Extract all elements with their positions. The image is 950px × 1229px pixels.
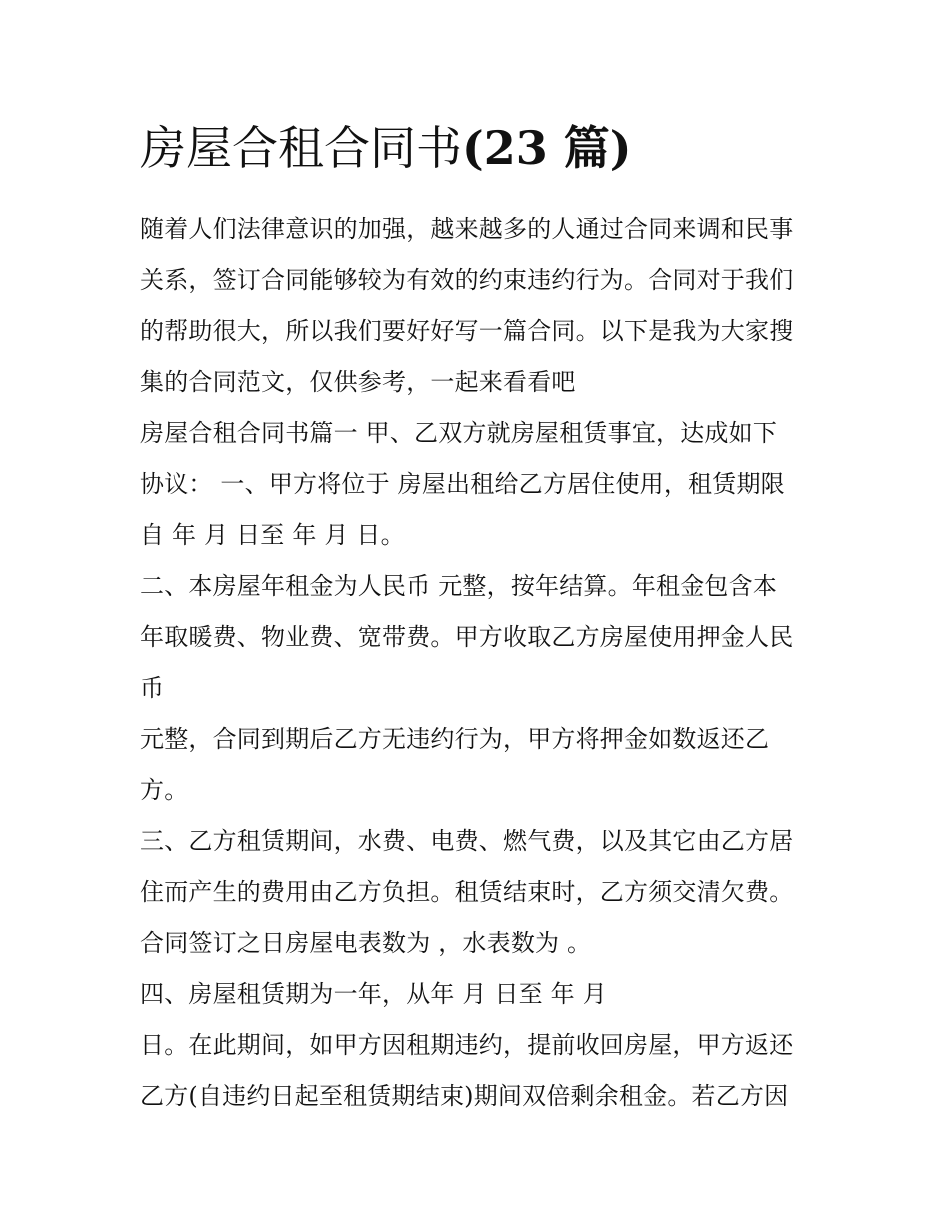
body-line: 关系，签订合同能够较为有效的约束违约行为。合同对于我们	[140, 266, 794, 294]
body-line: 自 年 月 日至 年 月 日。	[140, 521, 405, 549]
document-page	[140, 112, 830, 1122]
body-line: 随着人们法律意识的加强，越来越多的人通过合同来调和民事	[140, 215, 794, 243]
body-line: 协议： 一、甲方将位于 房屋出租给乙方居住使用，租赁期限	[140, 470, 785, 498]
body-line: 合同签订之日房屋电表数为 ，水表数为 。	[140, 929, 592, 957]
body-line: 元整，合同到期后乙方无违约行为，甲方将押金如数返还乙	[140, 725, 770, 753]
body-line: 四、房屋租赁期为一年，从年 月 日至 年 月	[140, 980, 607, 1008]
body-line: 年取暖费、物业费、宽带费。甲方收取乙方房屋使用押金人民	[140, 623, 794, 651]
body-line: 方。	[140, 776, 189, 804]
body-line: 的帮助很大，所以我们要好好写一篇合同。以下是我为大家搜	[140, 317, 794, 345]
title-text: 房屋合租合同书	[140, 121, 462, 175]
title-count: (23 篇)	[462, 121, 632, 175]
document-body	[140, 204, 830, 1122]
body-line: 二、本房屋年租金为人民币 元整，按年结算。年租金包含本	[140, 572, 778, 600]
body-line: 币	[140, 674, 165, 702]
body-line: 乙方(自违约日起至租赁期结束)期间双倍剩余租金。若乙方因	[140, 1082, 789, 1110]
body-line: 房屋合租合同书篇一 甲、乙双方就房屋租赁事宜，达成如下	[140, 419, 778, 447]
body-line: 日。在此期间，如甲方因租期违约，提前收回房屋，甲方返还	[140, 1031, 794, 1059]
body-line: 住而产生的费用由乙方负担。租赁结束时，乙方须交清欠费。	[140, 878, 794, 906]
document-title	[140, 112, 830, 184]
body-line: 三、乙方租赁期间，水费、电费、燃气费，以及其它由乙方居	[140, 827, 794, 855]
body-line: 集的合同范文，仅供参考，一起来看看吧	[140, 368, 576, 396]
